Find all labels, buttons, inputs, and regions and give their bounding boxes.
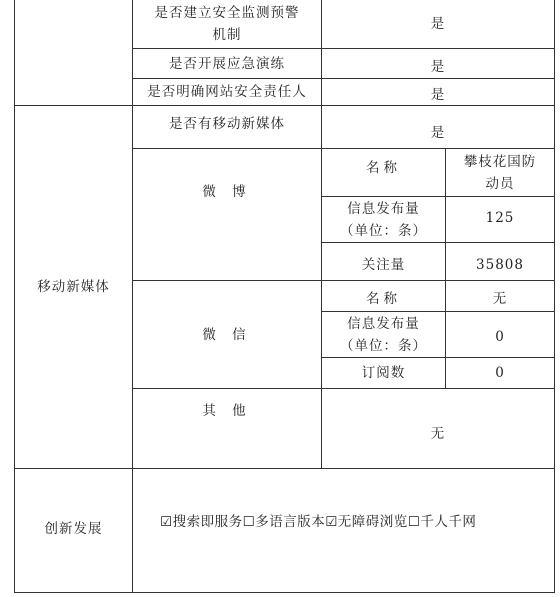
- responsibility-label: 是否明确网站安全责任人: [147, 84, 307, 100]
- early-warning-label: 是否建立安全监测预警 机制: [154, 5, 300, 43]
- wechat-name-value: 无: [492, 291, 508, 307]
- border-bottom: [14, 592, 555, 593]
- border-right: [554, 0, 555, 593]
- weibo-follow-value: 35808: [476, 257, 524, 273]
- col-divider-1b: [132, 468, 133, 593]
- weibo-name-value: 攀枝花国防 动员: [463, 153, 537, 192]
- wechat-count-label: 信息发布量 （单位：条）: [340, 315, 427, 354]
- wechat-sub-label: 订阅数: [361, 365, 406, 381]
- weibo-count-value: 125: [485, 210, 515, 226]
- has-mobile-value: 是: [430, 125, 446, 141]
- row-line-weibo-2: [321, 242, 555, 243]
- innovation-options: ☑搜索即服务☐多语言版本☑无障碍浏览☐千人千网: [160, 514, 477, 530]
- other-value: 无: [430, 425, 446, 442]
- mobile-media-section-label: 移动新媒体: [37, 279, 110, 295]
- other-label: 其 他: [202, 402, 252, 419]
- early-warning-value: 是: [430, 16, 446, 32]
- responsibility-value: 是: [430, 87, 446, 103]
- drill-value: 是: [430, 58, 446, 75]
- wechat-count-value: 0: [495, 328, 505, 345]
- innovation-section-label: 创新发展: [44, 520, 103, 537]
- weibo-follow-label: 关注量: [361, 257, 406, 273]
- wechat-label: 微 信: [202, 326, 252, 343]
- has-mobile-label: 是否有移动新媒体: [169, 116, 285, 132]
- wechat-name-label: 名称: [366, 291, 401, 307]
- weibo-label: 微 博: [202, 184, 252, 200]
- wechat-sub-value: 0: [495, 365, 505, 381]
- drill-label: 是否开展应急演练: [169, 55, 285, 72]
- weibo-name-label: 名称: [366, 160, 401, 176]
- weibo-count-label: 信息发布量 （单位：条）: [340, 200, 427, 239]
